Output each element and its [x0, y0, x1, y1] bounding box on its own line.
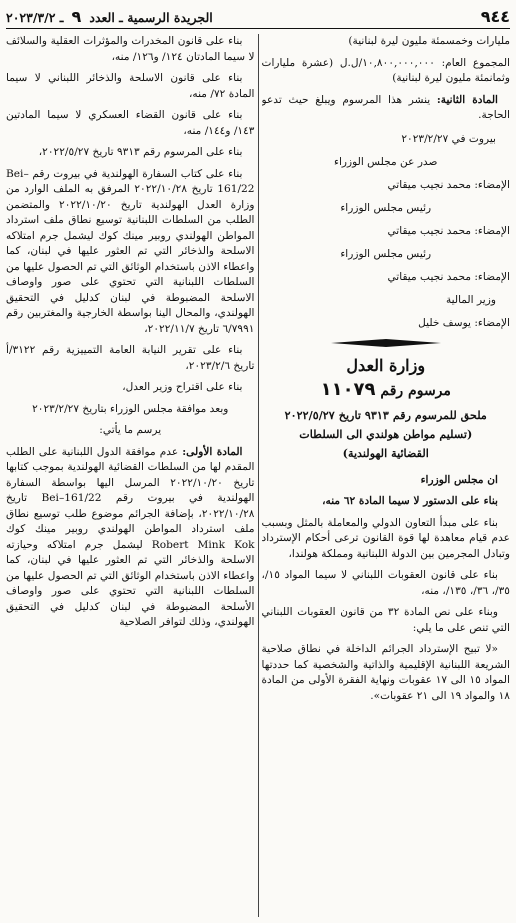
- preamble-paragraph: بناء على تقرير النيابة العامة التمييزية رقم ٣١٢٢/أ تاريخ ٢٠٢٣/٢/٦،: [6, 344, 255, 372]
- signature-4: الإمضاء: يوسف خليل: [418, 316, 510, 329]
- preamble-paragraph: بناء على المرسوم رقم ٩٣١٣ تاريخ ٢٠٢٢/٥/٢٧،: [38, 146, 243, 158]
- issued-by: صدر عن مجلس الوزراء: [334, 155, 438, 168]
- article-1: [6, 445, 255, 631]
- preamble-paragraph: بناء على قانون المخدرات والمؤثرات العقلية والسلائف لا سيما المادتان ١٢٤/ و١٢٦/ منه،: [6, 35, 255, 63]
- page-header: [6, 4, 510, 29]
- article-2-text: ينشر هذا المرسوم ويبلغ حيث تدعو الحاجة.: [261, 93, 510, 121]
- journal-title: الجريدة الرسمية ـ العدد: [89, 9, 213, 25]
- right-column: [262, 34, 511, 917]
- decree-heading: [262, 379, 511, 400]
- left-column: [6, 34, 255, 917]
- decree-subtitle: [262, 406, 511, 463]
- budget-total-line: المجموع العام: ١٠,٨٠٠,٠٠٠,٠٠٠/ل.ل (عشرة مليارات وثمانمئة مليون ليرة لبنانية): [261, 56, 510, 84]
- decree-prefix: مرسوم رقم: [380, 382, 451, 399]
- signature-3: الإمضاء: محمد نجيب ميقاتي: [387, 270, 510, 283]
- page-number: ٩٤٤: [480, 6, 510, 26]
- preamble-paragraph: وبناء على نص المادة ٣٢ من قانون العقوبات اللبناني التي تنص على ما يلي:: [261, 606, 510, 634]
- header-title-group: [6, 7, 213, 26]
- preamble-paragraph: بناء على قانون القضاء العسكري لا سيما المادتين ١٤٣/ و١٤٤/ منه،: [6, 109, 255, 137]
- pm-title-1: رئيس مجلس الوزراء: [340, 201, 432, 214]
- subtitle-line-3: القضائية الهولندية): [342, 445, 429, 460]
- preamble-paragraph: بناء على مبدأ التعاون الدولي والمعاملة بالمثل وبسبب عدم قيام معاهدة لها قوة القانون ترعى أحكام الإسترداد وتبادل المجرمين بين الدولة اللبنانية ومملكة هولندا،: [261, 516, 510, 560]
- article-1-label: المادة الأولى:: [182, 445, 243, 458]
- decree-number: ١١٠٧٩: [320, 378, 376, 400]
- constitution-basis: بناء على الدستور لا سيما المادة ٦٢ منه،: [322, 495, 498, 507]
- article-2-label: المادة الثانية:: [436, 93, 498, 106]
- column-divider: [258, 34, 259, 917]
- finance-minister-title: وزير المالية: [445, 293, 496, 306]
- budget-line-1: مليارات وخمسمئة مليون ليرة لبنانية): [348, 35, 510, 47]
- quoted-article: «لا تبيح الإسترداد الجرائم الداخلة في نطاق صلاحية الشريعة اللبنانية الإقليمية والذاتية والشخصية كما حددتها المواد ١٥ الى ١٧ عقوبات ونهاية الفقرة الأولى من المادة ١٨ والمواد ١٩ الى ٢١ عقوبات».: [261, 643, 510, 702]
- issue-date: ـ ٢٠٢٣/٣/٢: [6, 9, 64, 25]
- ornament-icon: [331, 338, 441, 348]
- subtitle-line-2: (تسليم مواطن هولندي الى السلطات: [299, 426, 473, 441]
- signature-1: الإمضاء: محمد نجيب ميقاتي: [387, 178, 510, 191]
- preamble-paragraph: بناء على قانون الاسلحة والذخائر اللبناني لا سيما المادة ٧٢/ منه،: [6, 72, 255, 100]
- council-approval: وبعد موافقة مجلس الوزراء بتاريخ ٢٠٢٣/٢/٢٧: [32, 402, 229, 415]
- pm-title-2: رئيس مجلس الوزراء: [340, 247, 432, 260]
- preamble-paragraph: بناء على قانون العقوبات اللبناني لا سيما المواد ١٥/، ٣٥/، ٣٦/، ١٣٥/، منه،: [261, 569, 510, 597]
- article-2: [262, 93, 511, 124]
- issue-number: ٩: [71, 6, 82, 26]
- subtitle-line-1: ملحق للمرسوم رقم ٩٣١٣ تاريخ ٢٠٢٢/٥/٢٧: [284, 407, 487, 422]
- article-1-text: عدم موافقة الدول اللبنانية على الطلب المقدم لها من السلطات القضائية الهولندية بموجب كتابها تاريخ ٢٠٢٢/١٠/٢٠ المرسل اليها بواسطة السفارة الهولندية في بيروت رقم Bei–161/22 تاريخ ٢٠٢٢/١٠/٢٨، بإضافة الجرائم موضوع طلب توسيع نطاق ملف استرداد المواطن الهولندي روبير مينك كوك Robert Mink Kok ليشمل جرم امتلاكه وحيازته الاسلحة والذخائر التي تم العثور عليها في لبنان، كما واعطاء الاذن باستخدام الوثائق التي تم الحصول عليها من السلطات اللبنانية التي تحتوي على صور واوصاف الأسلحة المضبوطة في لبنان كدليل في التحقيق الهولندي، وذلك لتوافر الصلاحية: [6, 445, 255, 628]
- decrees-following: يرسم ما يأتي:: [99, 424, 162, 436]
- ministry-title: وزارة العدل: [346, 355, 426, 375]
- section-divider-ornament: [262, 338, 511, 348]
- preamble-paragraph: بناء على اقتراح وزير العدل،: [122, 381, 243, 393]
- place-date: بيروت في ٢٠٢٣/٢/٢٧: [401, 132, 496, 145]
- issuer: ان مجلس الوزراء: [420, 473, 498, 486]
- columns: [6, 34, 510, 917]
- signature-block: [262, 130, 511, 332]
- preamble-paragraph: بناء على كتاب السفارة الهولندية في بيروت رقم Bei–161/22 تاريخ ٢٠٢٢/١٠/٢٨ المرفق به الملف الوارد من وزارة العدل الهولندية تاريخ ٢٠٢٢/١٠/٢٠ والمتضمن الطلب من السلطات اللبنانية توسيع نطاق ملف استرداد المواطن الهولندي روبير مينك كوك ليشمل جرم امتلاكه الاسلحة والذخائر التي تم العثور عليها في لبنان، كما واعطاء الاذن باستخدام الوثائق التي تم الحصول عليها من السلطات اللبنانية التي تحتوي على صور واوصاف الاسلحة المضبوطة في لبنان كدليل في التحقيق الهولندي، والمحال الينا بواسطة الخارجية والمغتربين رقم ٦/٧٩٩١ تاريخ ٢٠٢٢/١١/٧،: [6, 167, 255, 335]
- signature-2: الإمضاء: محمد نجيب ميقاتي: [387, 224, 510, 237]
